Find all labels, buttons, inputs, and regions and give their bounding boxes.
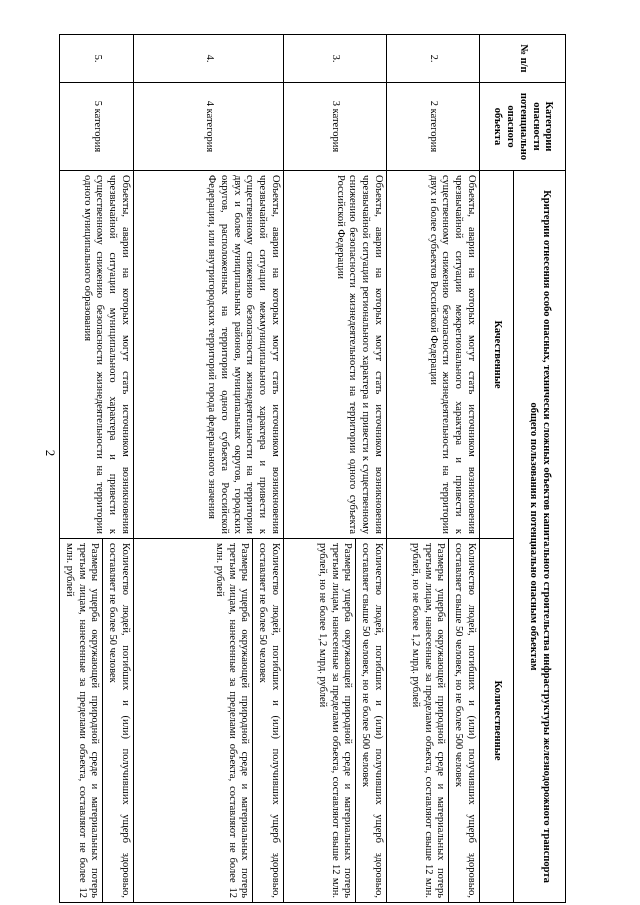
- header-quantitative: Количественные: [480, 539, 514, 903]
- row-qualitative: Объекты, аварии на которых могут стать источником возникновения чрезвычайной ситуации регионального характера и привести к существенному снижению безопасности жизнедеятельности на территории одного субъекта Российской Федерации: [284, 171, 387, 539]
- header-number: № п/п: [480, 35, 566, 83]
- row-qualitative: Объекты, аварии на которых могут стать источником возникновения чрезвычайной ситуации межрегионального характера и привести к существенному снижению безопасности жизнедеятельности на территории двух и более субъектов Российской Федерации: [387, 171, 480, 539]
- header-qualitative: Качественные: [480, 171, 514, 539]
- row-quantitative: [134, 539, 284, 903]
- quantitative-people: Количество людей, погибших и (или) получивших ущерб здоровью, составляет не более 50 человек: [252, 539, 283, 902]
- row-category: 4 категория: [134, 83, 284, 171]
- row-qualitative: Объекты, аварии на которых могут стать источником возникновения чрезвычайной ситуации межмуниципального характера и привести к существенному снижению безопасности жизнедеятельности на территории двух и более муниципальных районов, муниципальных округов, городских округов, расположенных на территории одного субъекта Российской Федерации, или внутригородских территорий города федерального значения: [134, 171, 284, 539]
- table-row: [134, 35, 284, 903]
- row-number: 2.: [387, 35, 480, 83]
- quantitative-people: Количество людей, погибших и (или) получивших ущерб здоровью, составляет не более 50 человек: [102, 539, 133, 902]
- header-criteria: Критерии отнесения особо опасных, технически сложных объектов капитального строительства инфраструктуры железнодорожного транспорта общего пользования к потенциально опасным объектам: [514, 171, 566, 903]
- quantitative-damage: Размеры ущерба окружающей природной среде и материальных потерь третьим лицам, нанесенные за пределами объекта, составляют не более 12 млн. рублей: [213, 543, 251, 899]
- row-category: 3 категория: [284, 83, 387, 171]
- table-row: [60, 35, 134, 903]
- row-quantitative: [284, 539, 387, 903]
- quantitative-damage: Размеры ущерба окружающей природной среде и материальных потерь третьим лицам, нанесенные за пределами объекта, составляют свыше 12 млн. рублей, но не более 1,2 млрд. рублей: [409, 543, 447, 899]
- document-sheet: [63, 34, 566, 902]
- row-qualitative: Объекты, аварии на которых могут стать источником возникновения чрезвычайной ситуации муниципального характера и привести к существенному снижению безопасности жизнедеятельности на территории одного муниципального образования: [60, 171, 134, 539]
- row-category: 5 категория: [60, 83, 134, 171]
- row-number: 3.: [284, 35, 387, 83]
- row-number: 4.: [134, 35, 284, 83]
- quantitative-damage: Размеры ущерба окружающей природной среде и материальных потерь третьим лицам, нанесенные за пределами объекта, составляют свыше 12 млн. рублей, но не более 1,2 млрд. рублей: [316, 543, 354, 899]
- row-quantitative: [387, 539, 480, 903]
- page-number: 2: [43, 449, 58, 457]
- quantitative-damage: Размеры ущерба окружающей природной среде и материальных потерь третьим лицам, нанесенные за пределами объекта, составляют не более 12 млн. рублей: [63, 543, 101, 899]
- header-category: Категории опасности потенциально опасного объекта: [480, 83, 566, 171]
- row-number: 5.: [60, 35, 134, 83]
- row-category: 2 категория: [387, 83, 480, 171]
- table-row: [284, 35, 387, 903]
- table-row: [387, 35, 480, 903]
- quantitative-people: Количество людей, погибших и (или) получивших ущерб здоровью, составляет свыше 50 человек, но не более 500 человек: [448, 539, 479, 902]
- quantitative-people: Количество людей, погибших и (или) получивших ущерб здоровью, составляет свыше 50 человек, но не более 500 человек: [355, 539, 386, 902]
- row-quantitative: [60, 539, 134, 903]
- criteria-table: [59, 34, 566, 903]
